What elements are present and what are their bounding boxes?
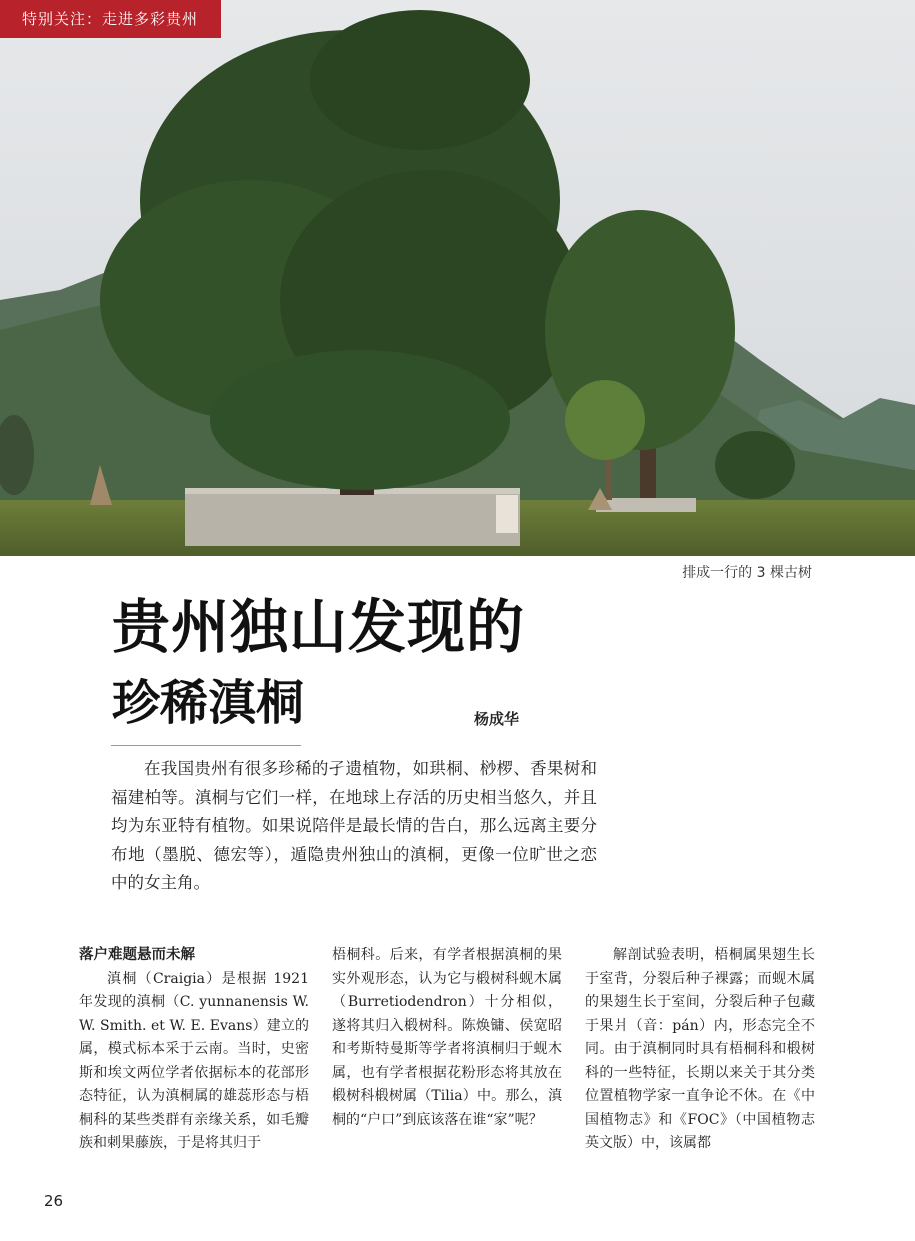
body-column-1 bbox=[79, 944, 309, 1156]
hero-photo bbox=[0, 0, 915, 556]
section-heading: 落户难题悬而未解 bbox=[79, 947, 195, 963]
column-2-text: 梧桐科。后来，有学者根据滇桐的果实外观形态，认为它与椴树科蚬木属（Burretiodendron）十分相似，遂将其归入椴树科。陈焕镛、侯宽昭和考斯特曼斯等学者将滇桐归于蚬木属，也有学者根据花粉形态将其放在椴树科椴树属（Tilia）中。那么，滇桐的“户口”到底该落在谁“家”呢？ bbox=[332, 947, 562, 1128]
page-number: 26 bbox=[44, 1192, 64, 1210]
column-1-text: 滇桐（Craigia）是根据 1921 年发现的滇桐（C. yunnanensis W. W. Smith. et W. E. Evans）建立的属，模式标本采于云南。当时，史密斯和埃文两位学者依据标本的花部形态特征，认为滇桐属的雄蕊形态与梧桐科的某些类群有亲缘关系，如毛瓣族和刺果藤族，于是将其归于 bbox=[79, 970, 309, 1151]
lead-text: 在我国贵州有很多珍稀的孑遗植物，如珙桐、桫椤、香果树和福建柏等。滇桐与它们一样，在地球上存活的历史相当悠久，并且均为东亚特有植物。如果说陪伴是最长情的告白，那么远离主要分布地（墨脱、德宏等），遁隐贵州独山的滇桐，更像一位旷世之恋中的女主角。 bbox=[111, 759, 597, 892]
author-name: 杨成华 bbox=[474, 710, 520, 728]
article-title-line2: 珍稀滇桐 bbox=[112, 675, 305, 731]
article-title-line1: 贵州独山发现的 bbox=[112, 593, 526, 661]
column-3-text: 解剖试验表明，梧桐属果翅生长于室背，分裂后种子裸露；而蚬木属的果翅生长于室间，分裂后种子包藏于果爿（音：pán）内，形态完全不同。由于滇桐同时具有梧桐科和椴树科的一些特征，长期以来关于其分类位置植物学家一直争论不休。在《中国植物志》和《FOC》（中国植物志英文版）中，该属都 bbox=[585, 947, 815, 1151]
body-column-3 bbox=[585, 944, 815, 1156]
section-tag: 特别关注：走进多彩贵州 bbox=[0, 0, 221, 38]
photo-caption: 排成一行的 3 棵古树 bbox=[682, 565, 812, 581]
body-column-2 bbox=[332, 944, 562, 1132]
lead-paragraph bbox=[111, 755, 597, 898]
title-divider bbox=[111, 745, 301, 746]
